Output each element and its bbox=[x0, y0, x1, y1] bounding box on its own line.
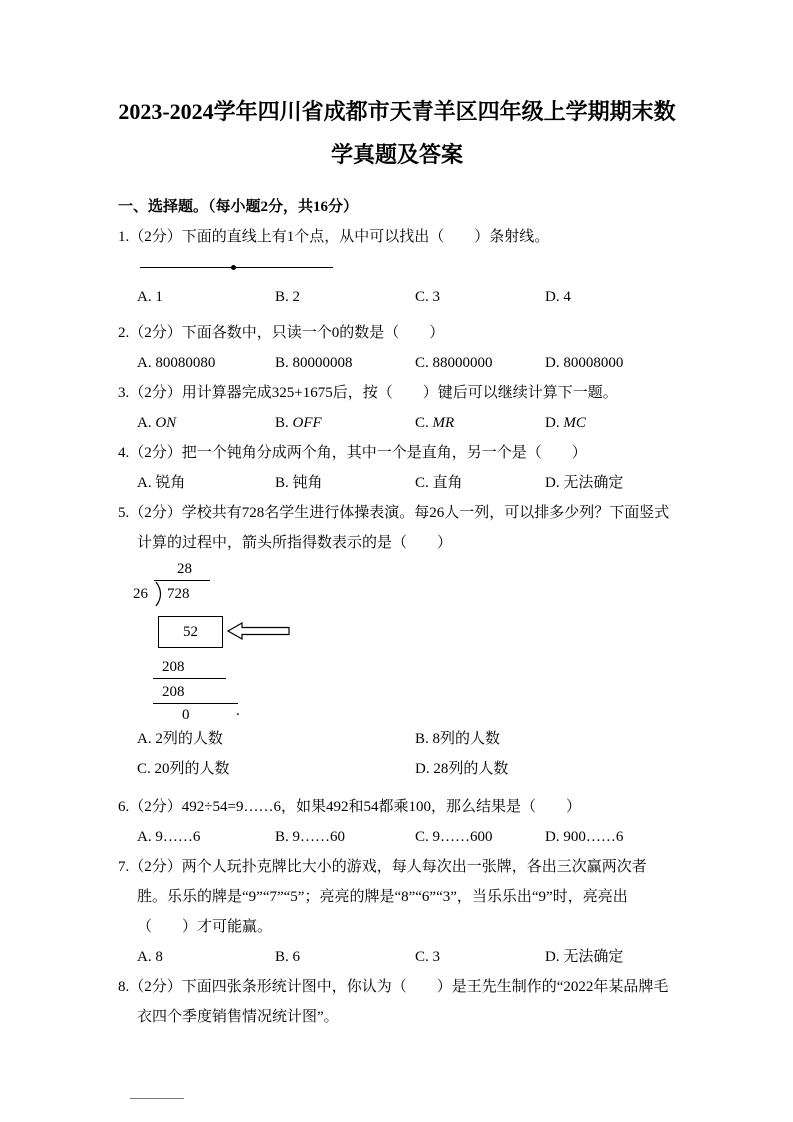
option-a: A. 9……6 bbox=[137, 829, 201, 845]
division-product-1: 208 bbox=[162, 659, 185, 675]
option-label: C. bbox=[415, 415, 433, 431]
arrow-left-icon bbox=[227, 621, 291, 641]
question-6 bbox=[118, 792, 676, 852]
option-d bbox=[545, 408, 676, 438]
question-5 bbox=[118, 498, 676, 784]
question-text: 2.（2分）下面各数中，只读一个0的数是（ ） bbox=[118, 325, 445, 341]
option-b: B. 8列的人数 bbox=[415, 731, 501, 747]
question-1 bbox=[118, 222, 676, 312]
option-d: D. 无法确定 bbox=[545, 949, 624, 965]
question-text: 5.（2分）学校共有728名学生进行体操表演。每26人一列，可以排多少列？下面竖式计算的过程中，箭头所指得数表示的是（ ） bbox=[118, 505, 670, 551]
division-rule-2 bbox=[153, 703, 238, 704]
option-b: B. 钝角 bbox=[275, 475, 323, 491]
section-header: 一、选择题。（每小题2分，共16分） bbox=[118, 199, 359, 215]
option-b: B. 80000008 bbox=[275, 355, 353, 371]
figure-period: . bbox=[236, 703, 240, 719]
options-row bbox=[118, 282, 676, 312]
division-remainder: 0 bbox=[182, 707, 190, 723]
line-with-point-figure bbox=[140, 252, 340, 282]
document-title bbox=[118, 90, 676, 176]
question-text: 7.（2分）两个人玩扑克牌比大小的游戏，每人每次出一张牌，各出三次赢两次者胜。乐乐的牌是“9”“7”“5”；亮亮的牌是“8”“6”“3”，当乐乐出“9”时，亮亮出（ ）才可能赢。 bbox=[118, 859, 647, 935]
question-text: 3.（2分）用计算器完成325+1675后，按（ ）键后可以继续计算下一题。 bbox=[118, 385, 618, 401]
question-4 bbox=[118, 438, 676, 498]
option-value: ON bbox=[155, 415, 177, 431]
option-a: A. 8 bbox=[137, 949, 163, 965]
options-row bbox=[118, 822, 676, 852]
option-d: D. 900……6 bbox=[545, 829, 624, 845]
option-d: D. 28列的人数 bbox=[415, 761, 509, 777]
question-3 bbox=[118, 378, 676, 438]
option-b: B. 6 bbox=[275, 949, 301, 965]
option-b: B. 2 bbox=[275, 289, 301, 305]
option-c: C. 3 bbox=[415, 289, 441, 305]
question-2 bbox=[118, 318, 676, 378]
division-divisor: 26 bbox=[133, 586, 148, 602]
option-c: C. 9……600 bbox=[415, 829, 493, 845]
division-dividend: 728 bbox=[167, 586, 190, 602]
option-c: C. 20列的人数 bbox=[137, 761, 230, 777]
options-row bbox=[118, 408, 676, 438]
option-label: B. bbox=[275, 415, 293, 431]
option-value: MR bbox=[432, 415, 455, 431]
option-c: C. 直角 bbox=[415, 475, 463, 491]
options-row bbox=[118, 468, 676, 498]
boxed-value: 52 bbox=[158, 616, 223, 648]
option-value: MC bbox=[563, 415, 586, 431]
division-bracket-icon bbox=[154, 581, 166, 607]
option-b bbox=[275, 408, 415, 438]
option-c: C. 3 bbox=[415, 949, 441, 965]
question-8 bbox=[118, 972, 676, 1032]
option-d: D. 80008000 bbox=[545, 355, 624, 371]
document-title-line1: 2023-2024学年四川省成都市天青羊区四年级上学期期末数 bbox=[118, 99, 676, 124]
cutoff-chart-top-edge bbox=[130, 1098, 184, 1118]
division-product-2: 208 bbox=[162, 684, 185, 700]
option-a: A. 1 bbox=[137, 289, 163, 305]
option-a bbox=[137, 408, 275, 438]
option-a: A. 锐角 bbox=[137, 475, 186, 491]
question-7 bbox=[118, 852, 676, 972]
line-segment bbox=[140, 267, 333, 268]
options-row bbox=[118, 724, 676, 754]
question-text: 4.（2分）把一个钝角分成两个角，其中一个是直角，另一个是（ ） bbox=[118, 445, 587, 461]
option-label: A. bbox=[137, 415, 156, 431]
question-text: 6.（2分）492÷54=9……6，如果492和54都乘100，那么结果是（ ） bbox=[118, 799, 581, 815]
question-text: 8.（2分）下面四张条形统计图中，你认为（ ）是王先生制作的“2022年某品牌毛衣四个季度销售情况统计图”。 bbox=[118, 979, 669, 1025]
options-row bbox=[118, 348, 676, 378]
option-value: OFF bbox=[292, 415, 322, 431]
question-text: 1.（2分）下面的直线上有1个点，从中可以找出（ ）条射线。 bbox=[118, 229, 550, 245]
division-rule-1 bbox=[153, 678, 226, 679]
option-b: B. 9……60 bbox=[275, 829, 346, 845]
options-row bbox=[118, 942, 676, 972]
option-d: D. 无法确定 bbox=[545, 475, 624, 491]
option-c: C. 88000000 bbox=[415, 355, 493, 371]
option-c bbox=[415, 408, 545, 438]
option-a: A. 2列的人数 bbox=[137, 731, 223, 747]
option-d: D. 4 bbox=[545, 289, 571, 305]
options-row bbox=[118, 754, 676, 784]
option-a: A. 80080080 bbox=[137, 355, 216, 371]
option-label: D. bbox=[545, 415, 564, 431]
division-quotient: 28 bbox=[177, 561, 192, 577]
long-division-figure bbox=[133, 558, 676, 724]
document-title-line2: 学真题及答案 bbox=[330, 142, 463, 167]
point-dot bbox=[231, 265, 236, 270]
